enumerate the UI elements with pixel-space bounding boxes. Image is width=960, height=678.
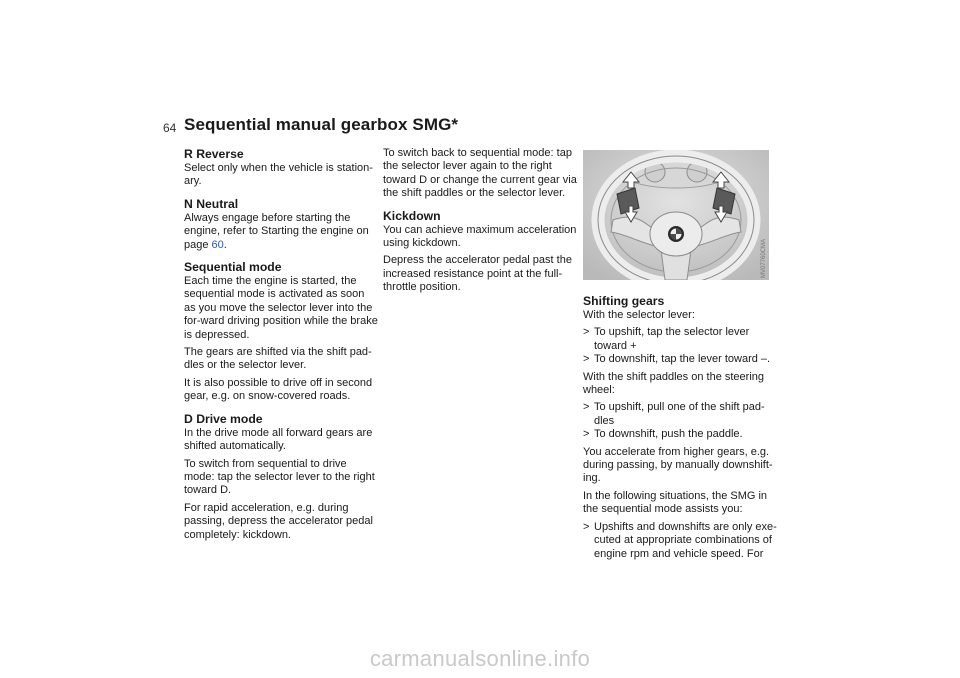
shifting-accelerate-text: You accelerate from higher gears, e.g. during passing, by manually downshift-ing. [583, 445, 773, 485]
list-item: > To upshift, pull one of the shift pad-dles [583, 401, 765, 427]
watermark: carmanualsonline.info [369, 646, 591, 671]
shifting-intro-paddles: With the shift paddles on the steering wheel: [583, 370, 764, 397]
section-kickdown-heading: Kickdown [383, 208, 441, 223]
column-left [184, 147, 379, 550]
bullet-marker: > [583, 353, 590, 366]
section-neutral-heading: N Neutral [184, 196, 239, 211]
figure-code: MV07760CMA [761, 238, 767, 278]
column-middle [383, 147, 578, 303]
section-switch-back [383, 147, 578, 201]
drive-paragraph: To switch from sequential to drive mode: tap the selector lever to the right toward D. [184, 457, 375, 497]
page-title: Sequential manual gearbox SMG* [184, 115, 459, 134]
steering-wheel-drawing [583, 150, 769, 280]
sequential-paragraph: It is also possible to drive off in second gear, e.g. on snow-covered roads. [184, 376, 373, 403]
sequential-paragraph: The gears are shifted via the shift pad-dles or the selector lever. [184, 346, 372, 372]
kickdown-paragraph: You can achieve maximum acceleration using kickdown. [383, 223, 577, 250]
kickdown-paragraph: Depress the accelerator pedal past the increased resistance point at the full-throttle position. [383, 254, 572, 294]
section-reverse-heading: R Reverse [184, 147, 244, 161]
section-reverse [184, 147, 379, 189]
page-number: 64 [163, 121, 177, 135]
list-item: > To downshift, tap the lever toward –. [583, 353, 771, 366]
bullet-marker: > [583, 401, 590, 414]
column-right [583, 294, 778, 562]
section-sequential-heading: Sequential mode [184, 260, 282, 275]
drive-paragraph: In the drive mode all forward gears are shifted automatically. [184, 426, 373, 453]
bullet-marker: > [583, 326, 590, 339]
section-drive-heading: D Drive mode [184, 411, 263, 426]
bullet-marker: > [583, 520, 590, 533]
section-neutral [184, 197, 379, 252]
section-sequential-mode [184, 260, 379, 404]
list-item: > Upshifts and downshifts are only exe-cuted at appropriate combinations of engine rpm and vehicle speed. For [583, 520, 777, 560]
section-shifting-heading: Shifting gears [583, 294, 665, 308]
shifting-intro-lever: With the selector lever: [583, 309, 695, 321]
drive-paragraph: For rapid acceleration, e.g. during passing, depress the accelerator pedal completely: kickdown. [184, 501, 373, 541]
section-reverse-text: Select only when the vehicle is station-ary. [184, 162, 373, 188]
neutral-text-before: Always engage before starting the engine, refer to Starting the engine on page [184, 211, 369, 251]
page-60-link[interactable]: 60 [211, 238, 224, 251]
neutral-text-after: . [223, 238, 227, 251]
shifting-situations-text: In the following situations, the SMG in the sequential mode assists you: [583, 489, 768, 516]
section-shifting-gears [583, 294, 778, 561]
sequential-paragraph: Each time the engine is started, the sequential mode is activated as soon as you move the selector lever into the for-ward driving position while the brake is depressed. [184, 275, 378, 341]
section-neutral-text [184, 212, 379, 252]
bullet-marker: > [583, 428, 590, 441]
steering-wheel-illustration [583, 150, 769, 280]
switch-back-text: To switch back to sequential mode: tap the selector lever again to the right toward D or change the current gear via the shift paddles or the selector lever. [383, 147, 577, 200]
section-drive-mode [184, 412, 379, 542]
list-item: > To upshift, tap the selector lever toward + [583, 326, 750, 352]
list-item: > To downshift, push the paddle. [583, 428, 743, 441]
section-kickdown [383, 209, 578, 295]
